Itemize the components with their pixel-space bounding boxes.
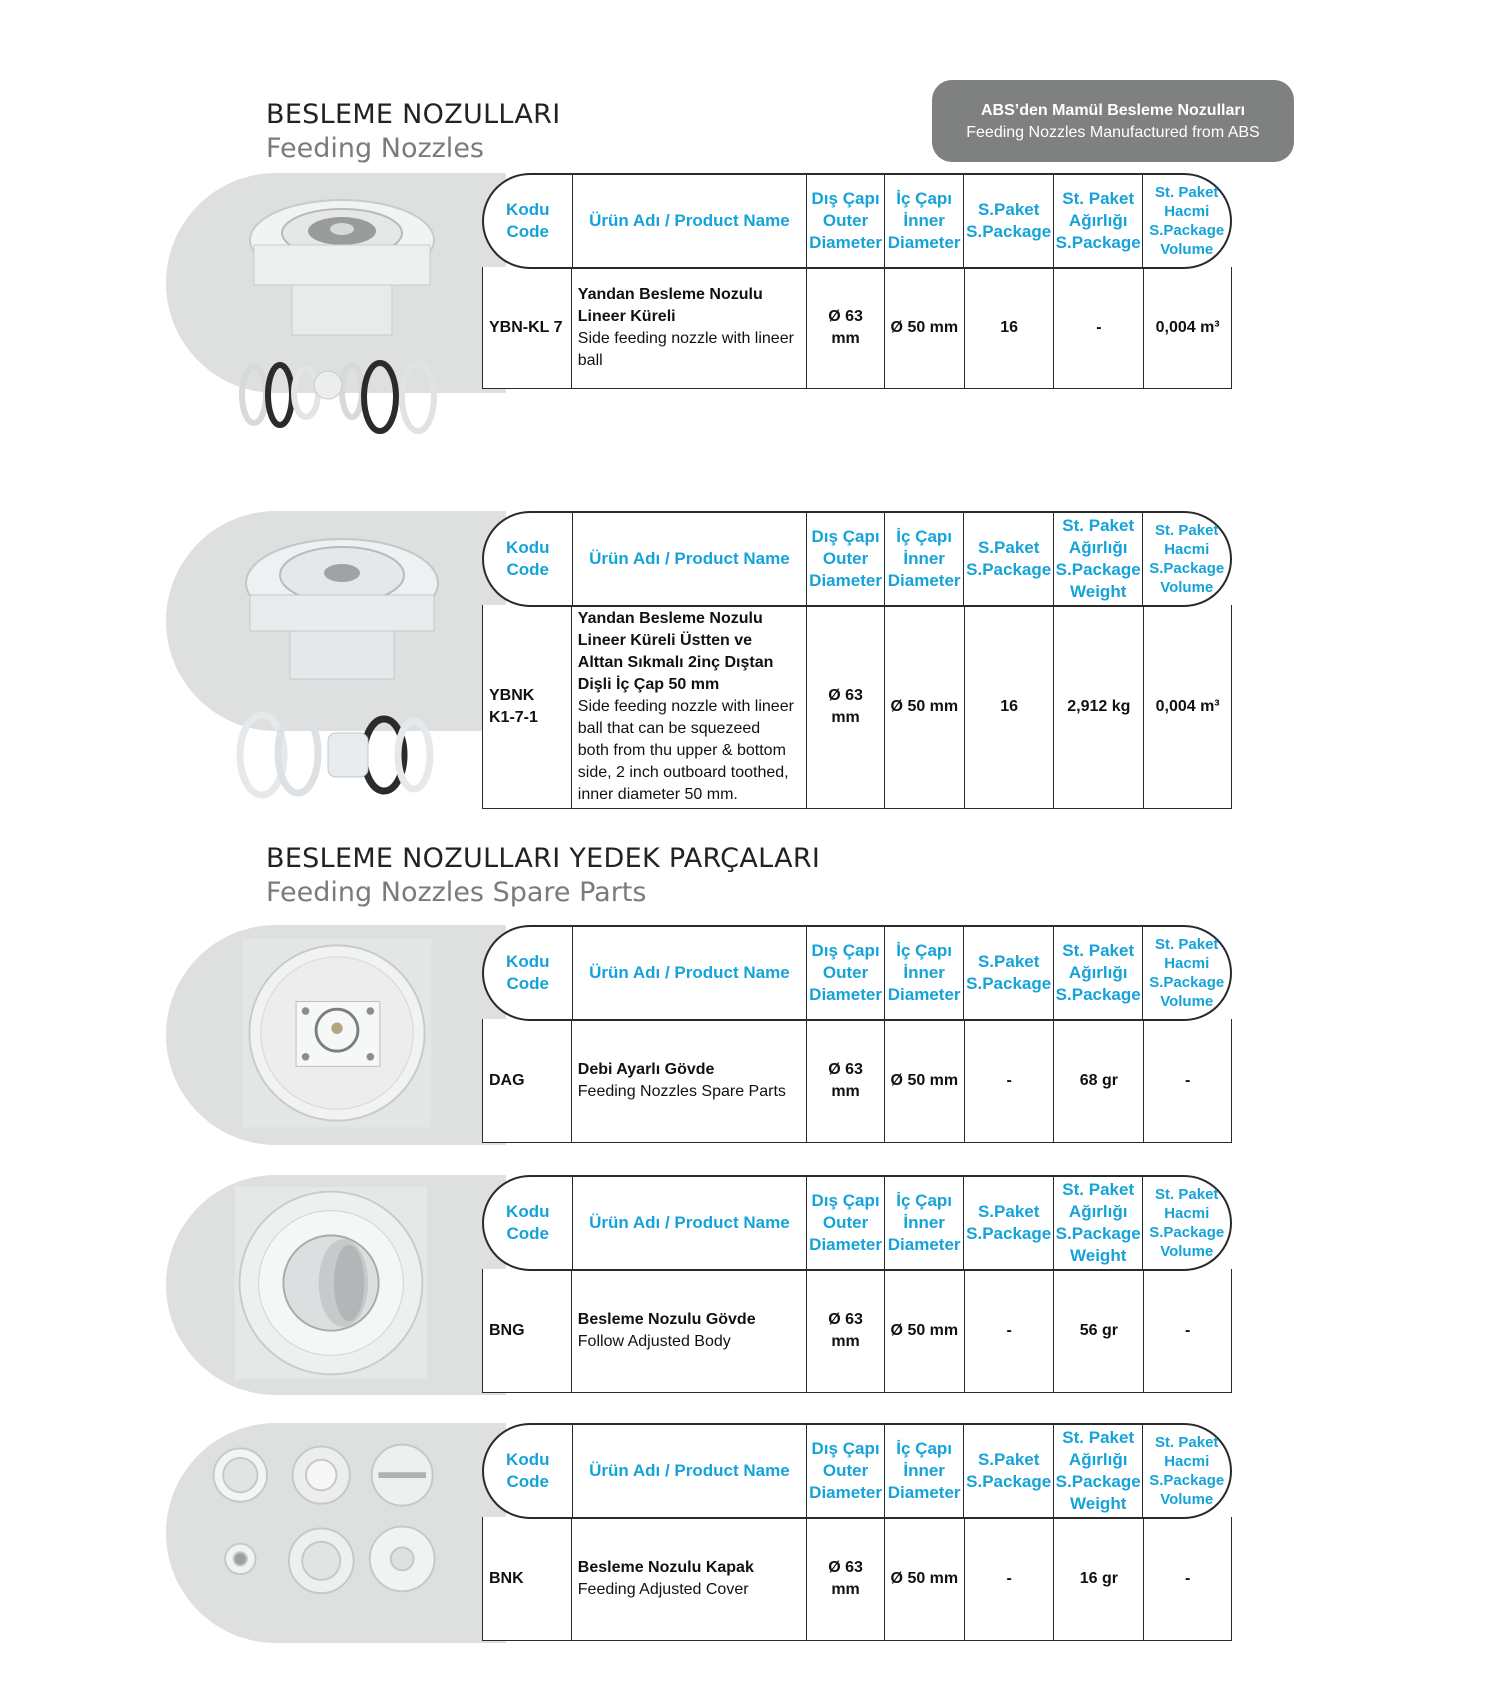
table-header [482,511,1232,607]
header-code: Kodu Code [506,538,550,579]
header-code: Kodu Code [506,1450,550,1491]
cell-spaket: 16 [964,267,1054,388]
cell-spaket: 16 [964,605,1054,808]
cell-weight: 2,912 kg [1053,605,1143,808]
cell-weight: - [1053,267,1143,388]
cell-weight: 68 gr [1053,1019,1143,1142]
header-volume: St. Paket Hacmi S.Package Volume [1142,175,1230,267]
header-outer: Dış Çapı Outer Diameter [806,513,884,605]
section-title-tr: BESLEME NOZULLARI YEDEK PARÇALARI [266,843,821,874]
header-volume: St. Paket Hacmi S.Package Volume [1142,513,1230,605]
header-code: Kodu Code [506,1202,550,1243]
cell-outer: Ø 63 mm [806,1019,884,1142]
cell-name: Besleme Nozulu Kapak Feeding Adjusted Cover [571,1517,806,1640]
cell-code: BNG [489,1321,525,1339]
product-table [482,173,1232,389]
cell-volume: 0,004 m³ [1143,605,1231,808]
header-weight: St. Paket Ağırlığı S.Package Weight [1053,1425,1143,1517]
header-spaket: S.Paket S.Package [963,175,1053,267]
table-header [482,1423,1232,1519]
header-name: Ürün Adı / Product Name [572,1177,807,1269]
cell-inner: Ø 50 mm [884,1269,964,1392]
cell-outer: Ø 63 mm [806,1269,884,1392]
cell-inner: Ø 50 mm [884,1019,964,1142]
cell-spaket: - [964,1269,1054,1392]
cell-weight: 16 gr [1053,1517,1143,1640]
header-outer: Dış Çapı Outer Diameter [806,175,884,267]
cell-volume: - [1143,1269,1231,1392]
cell-inner: Ø 50 mm [884,1517,964,1640]
cell-outer: Ø 63 mm [806,267,884,388]
header-inner: İç Çapı İnner Diameter [884,927,964,1019]
table-header [482,173,1232,269]
header-spaket: S.Paket S.Package [963,513,1053,605]
cell-name: Yandan Besleme Nozulu Lineer Küreli Üstten ve Alttan Sıkmalı 2inç Dıştan Dişli İç Çap 50 mm Side feeding nozzle with lineer ball that can be squezeed both from thu upper & bottom side, 2 inch outboard toothed, inner diameter 50 mm. [571,605,806,808]
header-weight: St. Paket Ağırlığı S.Package [1053,927,1143,1019]
header-inner: İç Çapı İnner Diameter [884,513,964,605]
flow-body-image [232,933,442,1133]
table-header [482,925,1232,1021]
header-spaket: S.Paket S.Package [963,1177,1053,1269]
section-title-en: Feeding Nozzles Spare Parts [266,877,647,908]
cell-name: Besleme Nozulu Gövde Follow Adjusted Body [571,1269,806,1392]
header-name: Ürün Adı / Product Name [572,927,807,1019]
header-volume: St. Paket Hacmi S.Package Volume [1142,927,1230,1019]
header-volume: St. Paket Hacmi S.Package Volume [1142,1425,1230,1517]
table-row [482,1019,1232,1143]
section-title-spare-parts [266,842,820,910]
nozzle-kit-image [232,523,442,803]
badge-line-en: Feeding Nozzles Manufactured from ABS [966,124,1260,141]
cell-volume: - [1143,1019,1231,1142]
table-row [482,1517,1232,1641]
product-table [482,1175,1232,1393]
product-table [482,925,1232,1143]
header-name: Ürün Adı / Product Name [572,513,807,605]
header-weight: St. Paket Ağırlığı S.Package Weight [1053,1177,1143,1269]
header-inner: İç Çapı İnner Diameter [884,175,964,267]
product-table [482,1423,1232,1641]
table-row [482,605,1232,809]
cell-volume: 0,004 m³ [1143,267,1231,388]
product-table [482,511,1232,809]
cell-volume: - [1143,1517,1231,1640]
header-outer: Dış Çapı Outer Diameter [806,1425,884,1517]
cell-weight: 56 gr [1053,1269,1143,1392]
cell-inner: Ø 50 mm [884,605,964,808]
cell-inner: Ø 50 mm [884,267,964,388]
header-spaket: S.Paket S.Package [963,927,1053,1019]
header-spaket: S.Paket S.Package [963,1425,1053,1517]
section-title-tr: BESLEME NOZULLARI [266,99,561,130]
cell-name: Debi Ayarlı Gövde Feeding Nozzles Spare Parts [571,1019,806,1142]
header-inner: İç Çapı İnner Diameter [884,1425,964,1517]
cell-code: DAG [489,1071,525,1089]
badge-line-tr: ABS’den Mamül Besleme Nozulları [980,102,1246,119]
header-weight: St. Paket Ağırlığı S.Package [1053,175,1143,267]
cell-code: YBN-KL 7 [489,318,563,336]
header-outer: Dış Çapı Outer Diameter [806,1177,884,1269]
cell-code: YBNK K1-7-1 [489,686,538,726]
cell-outer: Ø 63 mm [806,1517,884,1640]
cell-name: Yandan Besleme Nozulu Lineer Küreli Side feeding nozzle with lineer ball [571,267,806,388]
nozzle-kit-image [232,185,442,445]
nozzle-covers-image [196,1437,456,1637]
header-name: Ürün Adı / Product Name [572,1425,807,1517]
table-header [482,1175,1232,1271]
header-inner: İç Çapı İnner Diameter [884,1177,964,1269]
header-weight: St. Paket Ağırlığı S.Package Weight [1053,513,1143,605]
header-volume: St. Paket Hacmi S.Package Volume [1142,1177,1230,1269]
header-outer: Dış Çapı Outer Diameter [806,927,884,1019]
table-row [482,1269,1232,1393]
cell-outer: Ø 63 mm [806,605,884,808]
table-row [482,267,1232,389]
header-name: Ürün Adı / Product Name [572,175,807,267]
header-code: Kodu Code [506,952,550,993]
nozzle-body-image [226,1183,436,1383]
section-title-feeding-nozzles [266,98,560,166]
section-title-en: Feeding Nozzles [266,133,484,164]
header-code: Kodu Code [506,200,550,241]
cell-code: BNK [489,1569,524,1587]
cell-spaket: - [964,1517,1054,1640]
cell-spaket: - [964,1019,1054,1142]
abs-badge [932,80,1294,162]
